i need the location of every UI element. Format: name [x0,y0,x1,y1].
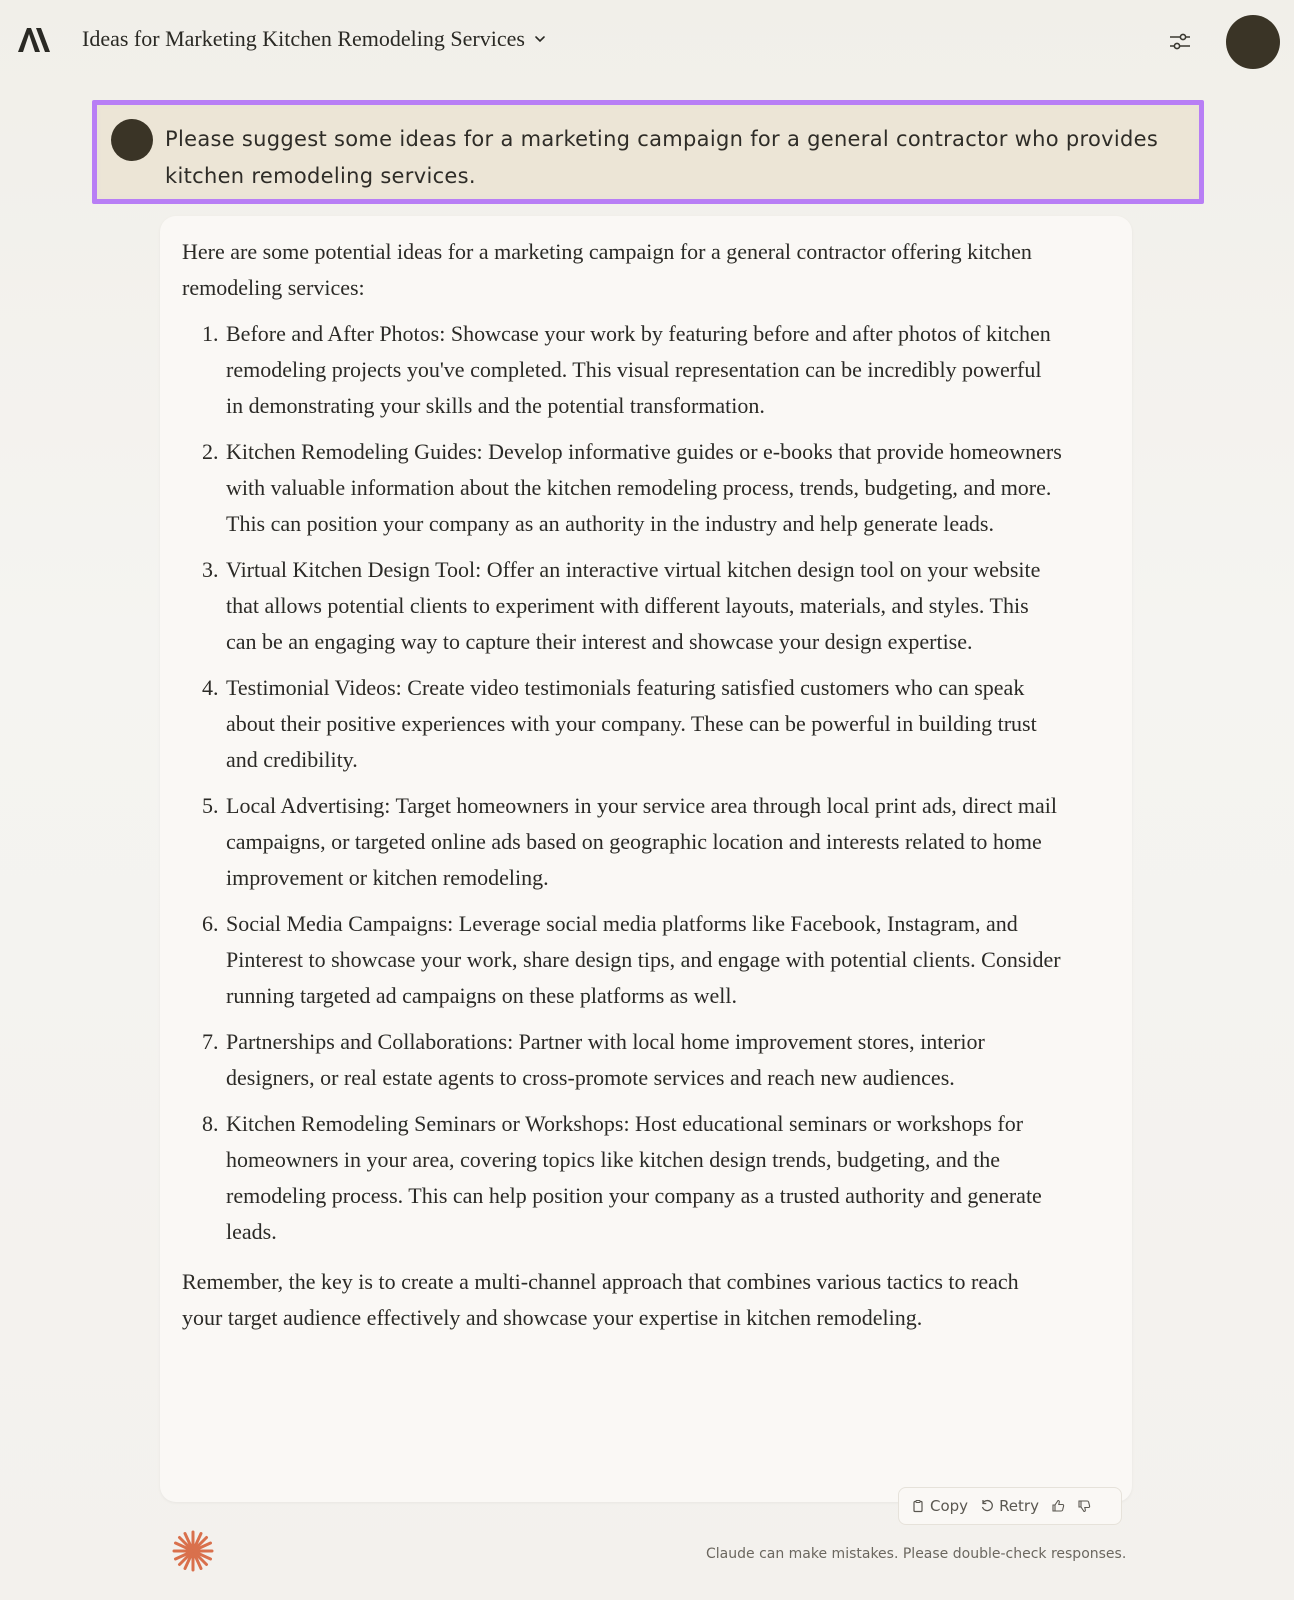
retry-button[interactable] [980,1497,1039,1515]
list-number: 1. [202,321,219,346]
list-number: 2. [202,439,219,464]
response-intro: Here are some potential ideas for a marketing campaign for a general contractor offering kitchen remodeling services: [182,239,1032,300]
list-text: Social Media Campaigns: Leverage social media platforms like Facebook, Instagram, and Pinterest to showcase your work, share design tips, and engage with potential clients. Consider running targeted ad campaigns on these platforms as well. [226,911,1061,1008]
user-avatar[interactable] [1226,15,1280,69]
conversation-title-menu[interactable] [82,26,547,52]
list-number: 6. [202,911,219,936]
sliders-icon[interactable] [1166,28,1194,56]
response-outro: Remember, the key is to create a multi-channel approach that combines various tactics to reach your target audience effectively and showcase your expertise in kitchen remodeling. [182,1269,1019,1330]
list-text: Kitchen Remodeling Guides: Develop informative guides or e-books that provide homeowners with valuable information about the kitchen remodeling process, trends, budgeting, and more. This can position your company as an authority in the industry and help generate leads. [226,439,1062,536]
disclaimer-text: Claude can make mistakes. Please double-check responses. [706,1546,1127,1562]
user-message [92,100,1204,204]
list-number: 3. [202,557,219,582]
list-item [202,552,1062,660]
retry-label: Retry [999,1497,1039,1515]
thumbs-up-button[interactable] [1051,1499,1065,1513]
list-number: 4. [202,675,219,700]
list-text: Virtual Kitchen Design Tool: Offer an interactive virtual kitchen design tool on your website that allows potential clients to experiment with different layouts, materials, and styles. This can be an engaging way to capture their interest and showcase your design expertise. [226,557,1041,654]
list-text: Testimonial Videos: Create video testimonials featuring satisfied customers who can speak about their positive experiences with your company. These can be powerful in building trust and credibility. [226,675,1037,772]
chevron-down-icon [533,32,547,46]
clipboard-icon [911,1499,925,1513]
response-actions [898,1487,1122,1525]
ideas-list [202,316,1062,1250]
list-text: Local Advertising: Target homeowners in your service area through local print ads, direct mail campaigns, or targeted online ads based on geographic location and interests related to home improvement or kitchen remodeling. [226,793,1057,890]
list-item [202,788,1062,896]
list-item [202,1024,1062,1096]
thumbs-up-icon [1051,1499,1065,1513]
list-text: Partnerships and Collaborations: Partner with local home improvement stores, interior designers, or real estate agents to cross-promote services and reach new audiences. [226,1029,985,1090]
copy-button[interactable] [911,1497,968,1515]
user-message-bubble [101,109,1195,195]
list-number: 8. [202,1111,219,1136]
list-item [202,1106,1062,1250]
anthropic-logo[interactable] [16,26,52,54]
list-item [202,434,1062,542]
list-item [202,670,1062,778]
thumbs-down-button[interactable] [1077,1499,1091,1513]
list-number: 5. [202,793,219,818]
thumbs-down-icon [1077,1499,1091,1513]
retry-icon [980,1499,994,1513]
user-message-text: Please suggest some ideas for a marketing campaign for a general contractor who provides kitchen remodeling services. [165,127,1159,188]
list-text: Before and After Photos: Showcase your work by featuring before and after photos of kitchen remodeling projects you've completed. This visual representation can be incredibly powerful in demonstrating your skills and the potential transformation. [226,321,1051,418]
copy-label: Copy [930,1497,969,1515]
list-text: Kitchen Remodeling Seminars or Workshops: Host educational seminars or workshops for homeowners in your area, covering topics like kitchen design trends, budgeting, and the remodeling process. This can help position your company as a trusted authority and generate leads. [226,1111,1042,1244]
list-number: 7. [202,1029,219,1054]
conversation-title: Ideas for Marketing Kitchen Remodeling Services [82,26,525,51]
avatar [111,119,153,161]
list-item [202,316,1062,424]
response-body [182,234,1062,1336]
header [0,0,1294,86]
list-item [202,906,1062,1014]
claude-spark-icon [170,1528,216,1574]
assistant-response [160,216,1132,1502]
